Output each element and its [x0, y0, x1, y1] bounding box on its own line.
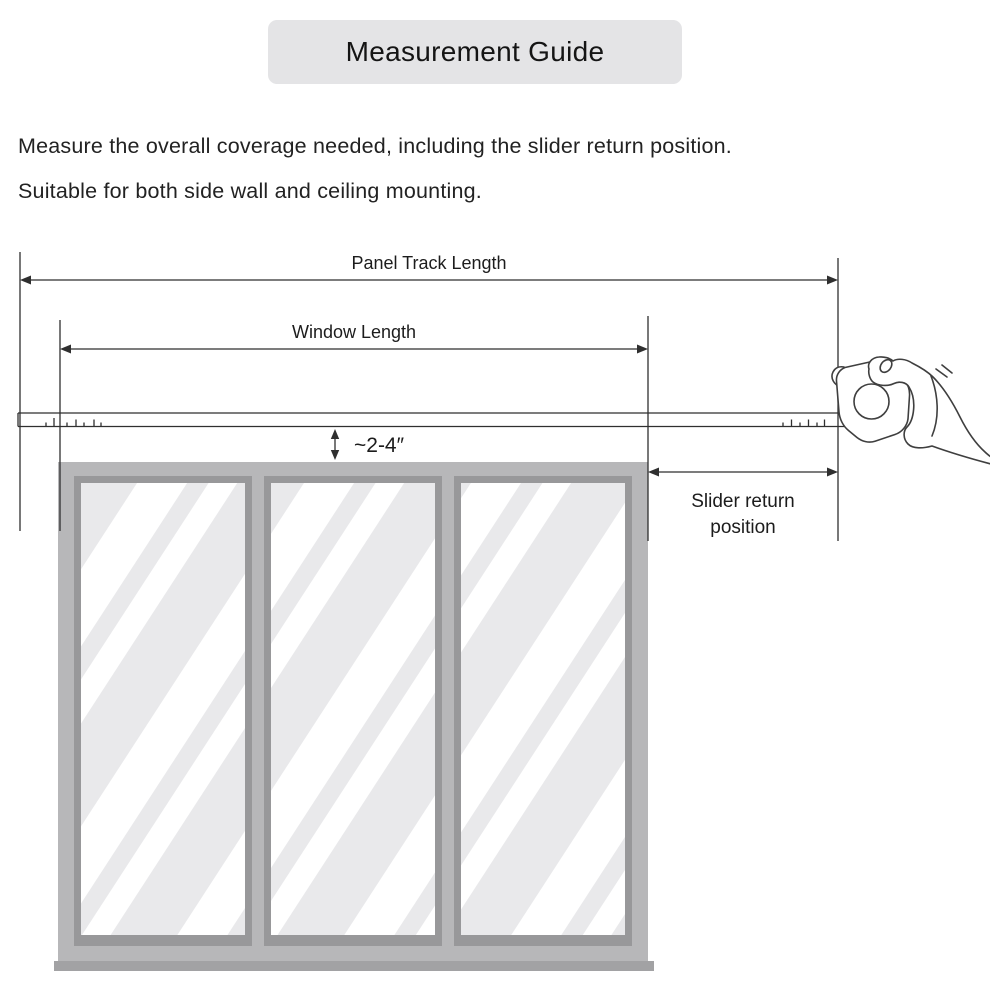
tape-measure-hand-illustration	[832, 357, 990, 464]
panel-track-length-dimension	[20, 253, 838, 285]
tape-tick-marks	[46, 418, 825, 427]
tape-reel-icon	[854, 384, 889, 419]
tape-measure-band	[18, 413, 858, 427]
description-line-1: Measure the overall coverage needed, including the slider return position.	[18, 134, 732, 158]
arrowhead-left-icon	[20, 276, 31, 285]
page-title: Measurement Guide	[345, 36, 605, 67]
window-sill	[54, 961, 654, 971]
arrowhead-left-icon	[60, 345, 71, 354]
arrowhead-down-icon	[331, 450, 339, 460]
window-panel	[454, 476, 632, 946]
glass-reflection	[81, 483, 245, 935]
glass-reflection	[271, 483, 435, 935]
window-illustration	[54, 462, 654, 971]
arrowhead-up-icon	[331, 429, 339, 439]
slider-return-label-line1: Slider return	[691, 491, 795, 512]
knuckle-crease-line	[936, 369, 947, 377]
panel-track-length-label: Panel Track Length	[351, 253, 507, 273]
window-length-label: Window Length	[291, 322, 417, 342]
arrowhead-right-icon	[637, 345, 648, 354]
knuckle-crease-line	[942, 365, 952, 373]
arrowhead-right-icon	[827, 276, 838, 285]
window-panel	[264, 476, 442, 946]
window-length-dimension	[60, 322, 648, 354]
description-line-2: Suitable for both side wall and ceiling mounting.	[18, 179, 482, 203]
window-panel	[74, 476, 252, 946]
gap-label: ~2-4″	[354, 434, 405, 457]
glass-reflection	[461, 483, 625, 935]
arrowhead-left-icon	[648, 468, 659, 477]
arrowhead-right-icon	[827, 468, 838, 477]
slider-return-label-line2: position	[710, 517, 776, 538]
gap-dimension	[331, 429, 405, 460]
slider-return-dimension	[648, 468, 838, 539]
